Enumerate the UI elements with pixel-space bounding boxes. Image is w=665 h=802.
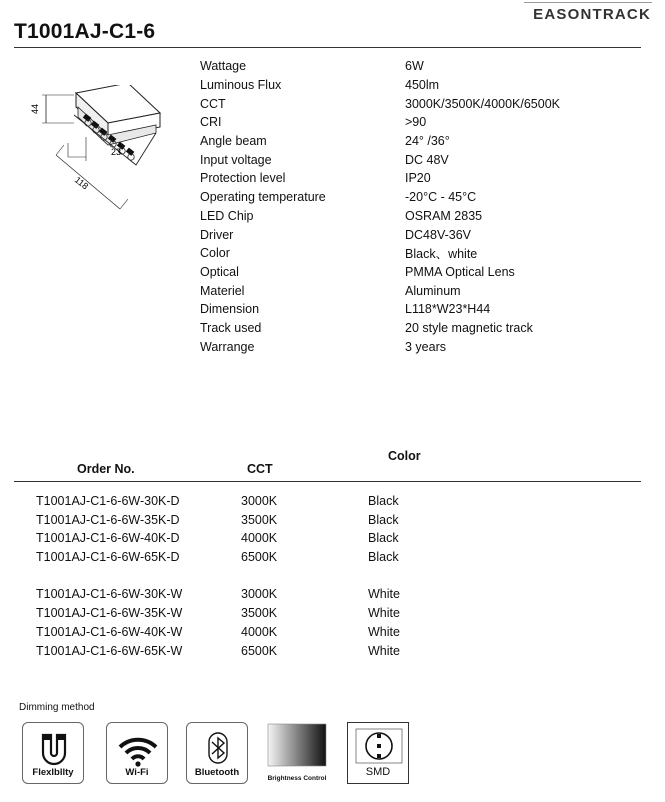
brightness-caption: Brightness Control xyxy=(267,775,327,782)
spec-row xyxy=(200,207,620,226)
order-color: White xyxy=(368,643,400,658)
spec-row xyxy=(200,188,620,207)
spec-value: 24° /36° xyxy=(405,134,450,149)
smd-tile xyxy=(347,722,409,784)
order-number: T1001AJ-C1-6-6W-35K-D xyxy=(36,512,180,527)
spec-value: 6W xyxy=(405,59,424,74)
brand-logo: EASONTRACK xyxy=(533,6,651,23)
product-dimension-drawing xyxy=(28,85,188,215)
order-cct: 4000K xyxy=(241,624,278,639)
spec-value: 3000K/3500K/4000K/6500K xyxy=(405,96,560,111)
order-color: White xyxy=(368,624,400,639)
spec-row xyxy=(200,169,620,188)
spec-label: Track used xyxy=(200,320,262,335)
order-row xyxy=(0,604,665,623)
brand-rule xyxy=(524,2,652,3)
spec-label: Optical xyxy=(200,264,239,279)
order-row xyxy=(0,623,665,642)
spec-row xyxy=(200,57,620,76)
spec-row xyxy=(200,94,620,113)
spec-label: Dimension xyxy=(200,302,260,317)
order-group-gap xyxy=(0,567,665,586)
order-table-divider xyxy=(14,481,641,482)
spec-label: Warrange xyxy=(200,339,255,354)
spec-table xyxy=(200,57,620,356)
spec-value: DC48V-36V xyxy=(405,227,472,242)
order-number: T1001AJ-C1-6-6W-65K-D xyxy=(36,550,180,565)
flexibility-tile xyxy=(22,722,84,784)
spec-value: 3 years xyxy=(405,339,446,354)
order-number: T1001AJ-C1-6-6W-40K-W xyxy=(36,624,183,639)
spec-row xyxy=(200,76,620,95)
order-number: T1001AJ-C1-6-6W-40K-D xyxy=(36,531,180,546)
order-row xyxy=(0,511,665,530)
cct-header: CCT xyxy=(247,462,273,476)
color-header: Color xyxy=(388,449,421,463)
height-dimension: 44 xyxy=(30,103,40,115)
brightness-tile xyxy=(266,722,328,784)
wifi-caption: Wi-Fi xyxy=(125,767,149,778)
spec-value: OSRAM 2835 xyxy=(405,208,483,223)
smd-caption: SMD xyxy=(365,766,391,778)
flexibility-caption: Flexlbllty xyxy=(32,767,74,778)
order-cct: 3500K xyxy=(241,512,278,527)
spec-row xyxy=(200,319,620,338)
order-number: T1001AJ-C1-6-6W-35K-W xyxy=(36,606,183,621)
order-row xyxy=(0,492,665,511)
spec-label: Materiel xyxy=(200,283,245,298)
spec-row xyxy=(200,300,620,319)
spec-value: Aluminum xyxy=(405,283,461,298)
spec-value: >90 xyxy=(405,115,427,130)
spec-label: Protection level xyxy=(200,171,286,186)
spec-row xyxy=(200,150,620,169)
bluetooth-tile xyxy=(186,722,248,784)
spec-value: PMMA Optical Lens xyxy=(405,264,515,279)
spec-row xyxy=(200,132,620,151)
order-cct: 3000K xyxy=(241,587,278,602)
order-color: White xyxy=(368,606,400,621)
spec-value: IP20 xyxy=(405,171,431,186)
order-cct: 3000K xyxy=(241,494,278,508)
order-number: T1001AJ-C1-6-6W-30K-D xyxy=(36,494,180,508)
order-no-header: Order No. xyxy=(77,462,135,476)
spec-label: Color xyxy=(200,246,230,261)
order-cct: 6500K xyxy=(241,643,278,658)
order-color: Black xyxy=(368,494,399,508)
spec-value: 450lm xyxy=(405,78,440,93)
spec-value: 20 style magnetic track xyxy=(405,320,533,335)
spec-value: -20°C - 45°C xyxy=(405,190,477,205)
spec-value: L118*W23*H44 xyxy=(405,302,491,317)
spec-row xyxy=(200,225,620,244)
spec-label: LED Chip xyxy=(200,208,254,223)
spec-label: Luminous Flux xyxy=(200,78,282,93)
order-number: T1001AJ-C1-6-6W-30K-W xyxy=(36,587,183,602)
spec-label: Input voltage xyxy=(200,152,272,167)
order-row xyxy=(0,642,665,661)
spec-row xyxy=(200,263,620,282)
order-row xyxy=(0,548,665,567)
spec-row xyxy=(200,244,620,263)
order-table xyxy=(0,492,665,660)
spec-row xyxy=(200,337,620,356)
spec-label: Operating temperature xyxy=(200,190,326,205)
order-color: White xyxy=(368,587,400,602)
width-dimension: 23 xyxy=(111,147,122,157)
spec-row xyxy=(200,113,620,132)
product-title: T1001AJ-C1-6 xyxy=(14,20,156,43)
order-cct: 6500K xyxy=(241,550,278,565)
order-row xyxy=(0,585,665,604)
order-color: Black xyxy=(368,512,399,527)
dimming-method-label: Dimming method xyxy=(19,702,95,713)
spec-value: Black、white xyxy=(405,247,478,262)
order-cct: 3500K xyxy=(241,606,278,621)
title-divider xyxy=(14,47,641,48)
spec-label: Driver xyxy=(200,227,234,242)
spec-label: Wattage xyxy=(200,59,247,74)
spec-label: CCT xyxy=(200,96,226,111)
order-number: T1001AJ-C1-6-6W-65K-W xyxy=(36,643,183,658)
spec-label: Angle beam xyxy=(200,134,267,149)
spec-label: CRI xyxy=(200,115,222,130)
spec-row xyxy=(200,281,620,300)
spec-value: DC 48V xyxy=(405,152,449,167)
order-color: Black xyxy=(368,550,399,565)
order-color: Black xyxy=(368,531,399,546)
order-row xyxy=(0,529,665,548)
wifi-tile xyxy=(106,722,168,784)
order-cct: 4000K xyxy=(241,531,278,546)
bluetooth-caption: Bluetooth xyxy=(194,767,240,778)
length-dimension: 118 xyxy=(72,174,91,192)
